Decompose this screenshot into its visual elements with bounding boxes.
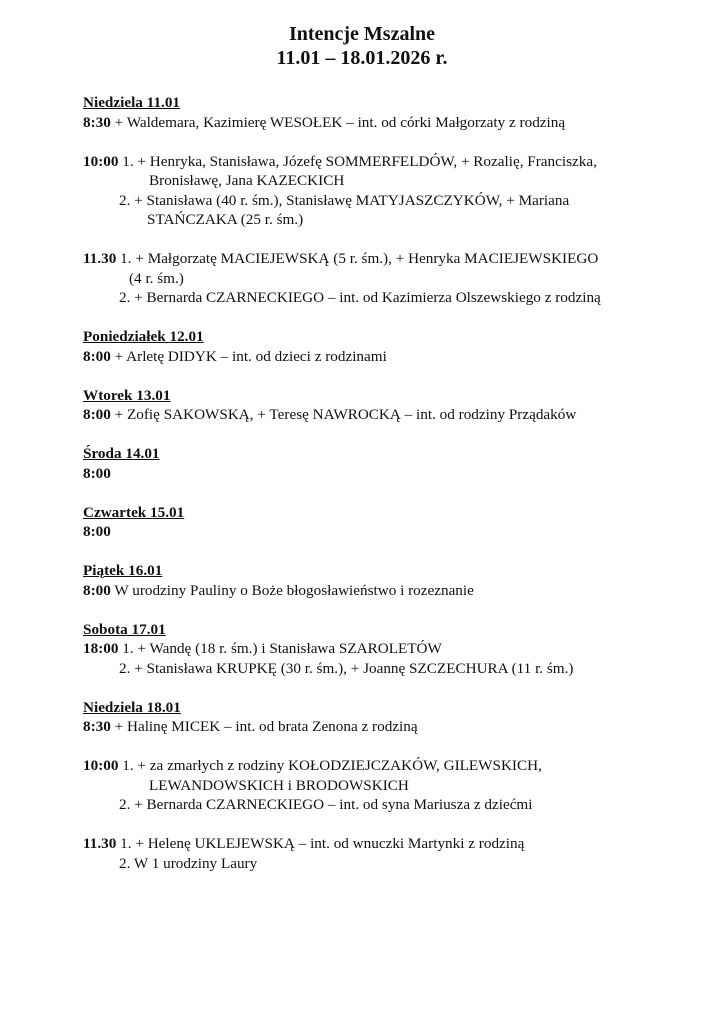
- day-section: [83, 698, 703, 874]
- mass-entry: [83, 717, 703, 737]
- mass-entry: [83, 113, 703, 133]
- intention-text: + Waldemara, Kazimierę WESOŁEK – int. od córki Małgorzaty z rodziną: [110, 113, 566, 131]
- day-heading: Środa 14.01: [83, 445, 160, 462]
- mass-entry: [83, 464, 703, 484]
- intention-text: 2. + Bernarda CZARNECKIEGO – int. od Kazimierza Olszewskiego z rodziną: [119, 289, 601, 306]
- intention-text: LEWANDOWSKICH i BRODOWSKICH: [149, 776, 409, 794]
- mass-entry: [83, 347, 703, 367]
- mass-time: 8:00: [83, 347, 111, 365]
- day-heading: Niedziela 18.01: [83, 698, 181, 716]
- mass-entry: [83, 756, 703, 815]
- mass-time: 8:30: [83, 113, 111, 131]
- mass-entry: [83, 639, 703, 678]
- mass-entry: [83, 834, 703, 873]
- intention-text: 1. + Helenę UKLEJEWSKĄ – int. od wnuczki Martynki z rodziną: [116, 835, 525, 852]
- mass-entry: [83, 249, 703, 308]
- intention-text: 1. + Małgorzatę MACIEJEWSKĄ (5 r. śm.), + Henryka MACIEJEWSKIEGO: [116, 250, 599, 267]
- intention-text: 2. + Bernarda CZARNECKIEGO – int. od syna Mariusza z dziećmi: [119, 796, 533, 813]
- intention-text: + Halinę MICEK – int. od brata Zenona z rodziną: [110, 718, 418, 735]
- day-heading: Poniedziałek 12.01: [83, 328, 204, 345]
- intention-text: W urodziny Pauliny o Boże błogosławieństwo i rozeznanie: [110, 581, 474, 599]
- day-heading: Czwartek 15.01: [83, 503, 185, 521]
- mass-time: 8:00: [83, 464, 111, 482]
- mass-entry: [83, 152, 703, 230]
- intention-text: 2. W 1 urodziny Laury: [119, 854, 258, 872]
- intention-text: 1. + Wandę (18 r. śm.) i Stanisława SZAROLETÓW: [118, 640, 442, 657]
- day-heading: Wtorek 13.01: [83, 386, 171, 404]
- mass-entry: [83, 405, 703, 425]
- intention-text: (4 r. śm.): [129, 269, 184, 287]
- day-section: [83, 93, 703, 308]
- mass-time: 8:00: [83, 523, 111, 540]
- intention-text: STAŃCZAKA (25 r. śm.): [147, 211, 304, 228]
- day-section: [83, 503, 703, 542]
- mass-entry: [83, 522, 703, 542]
- mass-time: 8:00: [83, 406, 111, 423]
- mass-time: 11.30: [83, 835, 117, 852]
- day-heading: Piątek 16.01: [83, 562, 163, 579]
- intention-text: 2. + Stanisława KRUPKĘ (30 r. śm.), + Joannę SZCZECHURA (11 r. śm.): [119, 659, 574, 677]
- day-section: [83, 327, 703, 366]
- mass-time: 8:30: [83, 718, 111, 735]
- date-range: 11.01 – 18.01.2026 r.: [276, 47, 448, 69]
- day-section: [83, 561, 703, 600]
- day-heading: Niedziela 11.01: [83, 94, 181, 111]
- mass-time: 18:00: [83, 640, 119, 657]
- mass-time: 10:00: [83, 757, 119, 774]
- day-heading: Sobota 17.01: [83, 620, 166, 638]
- mass-time: 11.30: [83, 250, 117, 267]
- document-title: Intencje Mszalne: [288, 23, 436, 45]
- mass-entry: [83, 581, 703, 601]
- intentions-list: [83, 93, 703, 893]
- mass-time: 10:00: [83, 152, 119, 170]
- day-section: [83, 386, 703, 425]
- intention-text: + Zofię SAKOWSKĄ, + Teresę NAWROCKĄ – int. od rodziny Prządaków: [110, 406, 577, 423]
- day-section: [83, 620, 703, 679]
- intention-text: 2. + Stanisława (40 r. śm.), Stanisławę MATYJASZCZYKÓW, + Mariana: [119, 191, 570, 209]
- day-section: [83, 444, 703, 483]
- intention-text: + Arletę DIDYK – int. od dzieci z rodzinami: [110, 347, 387, 365]
- intention-text: 1. + Henryka, Stanisława, Józefę SOMMERFELDÓW, + Rozalię, Franciszka,: [118, 152, 597, 170]
- intention-text: 1. + za zmarłych z rodziny KOŁODZIEJCZAKÓW, GILEWSKICH,: [118, 757, 542, 774]
- mass-time: 8:00: [83, 581, 111, 599]
- intention-text: Bronisławę, Jana KAZECKICH: [149, 172, 345, 189]
